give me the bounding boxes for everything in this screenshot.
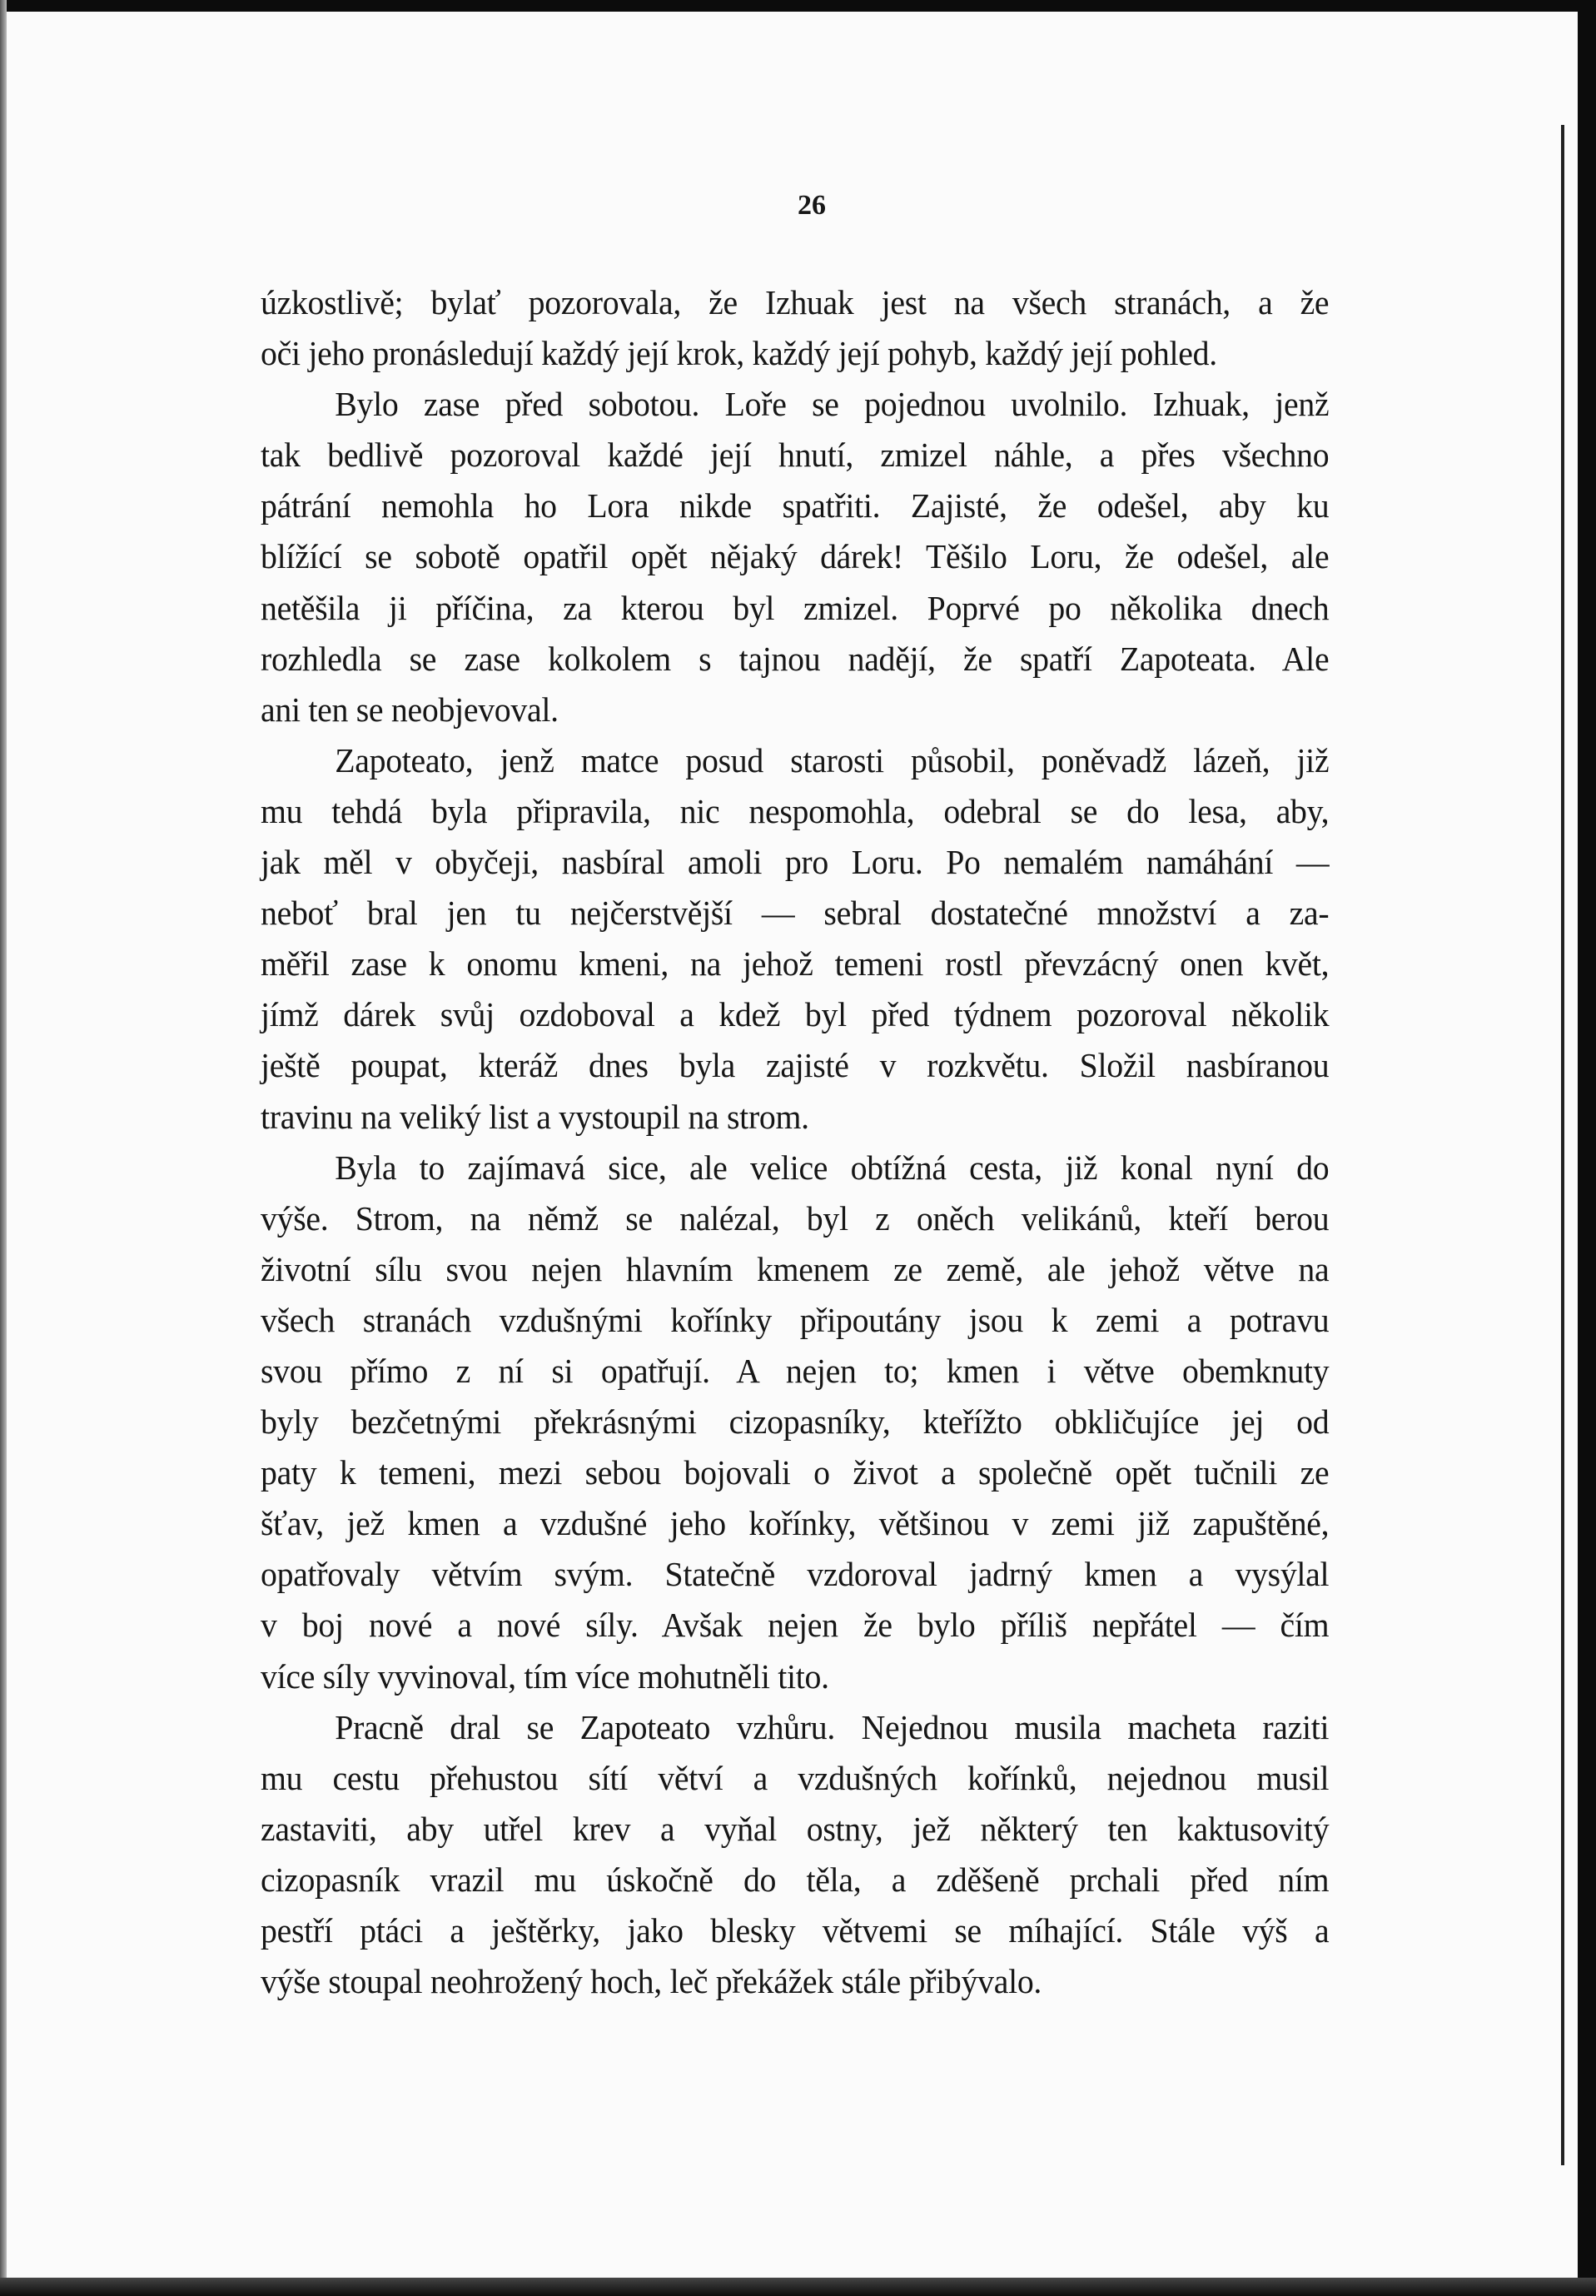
text-line: v boj nové a nové síly. Avšak nejen že bylo příliš nepřátel — čím [261,1606,1330,1645]
text-line: svou přímo z ní si opatřují. A nejen to; kmen i větve obemknuty [261,1351,1330,1390]
text-line: měřil zase k onomu kmeni, na jehož temeni rostl převzácný onen květ, [261,944,1330,984]
text-line: mu cestu přehustou sítí větví a vzdušných kořínků, nejednou musil [261,1758,1330,1797]
text-line: Bylo zase před sobotou. Loře se pojednou uvolnilo. Izhuak, jenž [335,385,1330,424]
text-line: Byla to zajímavá sice, ale velice obtížná cesta, již konal nyní do [335,1148,1330,1187]
text-line: byly bezčetnými překrásnými cizopasníky, kteřížto obkličujíce jej od [261,1402,1330,1442]
paragraph [261,379,1362,735]
text-line: Pracně dral se Zapoteato vzhůru. Nejednou musila macheta raziti [335,1707,1330,1746]
text-line: úzkostlivě; bylať pozorovala, že Izhuak jest na všech stranách, a že [261,283,1330,321]
scan-edge-left [0,0,7,2296]
text-line: opatřovaly větvím svým. Statečně vzdoroval jadrný kmen a vysýlal [261,1555,1330,1594]
text-line: zastaviti, aby utřel krev a vyňal ostny, jež některý ten kaktusovitý [261,1809,1330,1848]
body-text [261,277,1362,2007]
text-line: oči jeho pronásledují každý její krok, každý její pohyb, každý její pohled. [261,334,1217,373]
scan-edge-bottom [0,2278,1596,2296]
text-line: Zapoteato, jenž matce posud starosti působil, poněvadž lázeň, již [335,740,1330,779]
text-line: výše stoupal neohrožený hoch, leč překážek stále přibývalo. [261,1962,1042,2001]
text-line: rozhledla se zase kolkolem s tajnou nadějí, že spatří Zapoteata. Ale [261,639,1330,678]
text-line: všech stranách vzdušnými kořínky připoutány jsou k zemi a potravu [261,1300,1330,1339]
text-line: paty k temeni, mezi sebou bojovali o život a společně opět tučnili ze [261,1453,1330,1492]
text-line: životní sílu svou nejen hlavním kmenem ze země, ale jehož větve na [261,1249,1330,1288]
paragraph [261,1702,1362,2008]
text-line: netěšila ji příčina, za kterou byl zmizel. Poprvé po několika dnech [261,588,1330,627]
page-number: 26 [798,190,826,221]
text-line: cizopasník vrazil mu úskočně do těla, a zděšeně prchali před ním [261,1860,1330,1899]
text-line: výše. Strom, na němž se nalézal, byl z oněch velikánů, kteří berou [261,1198,1330,1238]
text-line: více síly vyvinoval, tím více mohutněli tito. [261,1656,829,1696]
text-line: travinu na veliký list a vystoupil na strom. [261,1097,809,1136]
text-line: ještě poupat, kteráž dnes byla zajisté v rozkvětu. Složil nasbíranou [261,1046,1330,1085]
paragraph [261,735,1362,1143]
text-line: ani ten se neobjevoval. [261,690,559,729]
text-line: pestří ptáci a ještěrky, jako blesky větvemi se míhající. Stále výš a [261,1911,1330,1950]
text-line: blížící se sobotě opatřil opět nějaký dárek! Těšilo Loru, že odešel, ale [261,537,1330,576]
text-line: neboť bral jen tu nejčerstvější — sebral dostatečné množství a za- [261,894,1330,933]
scan-edge-line [1561,125,1564,2165]
text-line: tak bedlivě pozoroval každé její hnutí, zmizel náhle, a přes všechno [261,436,1330,475]
scan-edge-right [1578,0,1596,2296]
scan-edge-top [0,0,1596,12]
paragraph [261,277,1362,379]
text-line: jímž dárek svůj ozdoboval a kdež byl před týdnem pozoroval několik [261,995,1330,1034]
text-line: šťav, jež kmen a vzdušné jeho kořínky, většinou v zemi již zapuštěné, [261,1504,1330,1543]
text-line: mu tehdá byla připravila, nic nespomohla, odebral se do lesa, aby, [261,791,1330,830]
text-line: pátrání nemohla ho Lora nikde spatřiti. Zajisté, že odešel, aby ku [261,486,1330,525]
text-line: jak měl v obyčeji, nasbíral amoli pro Loru. Po nemalém namáhání — [261,843,1330,882]
paragraph [261,1143,1362,1702]
